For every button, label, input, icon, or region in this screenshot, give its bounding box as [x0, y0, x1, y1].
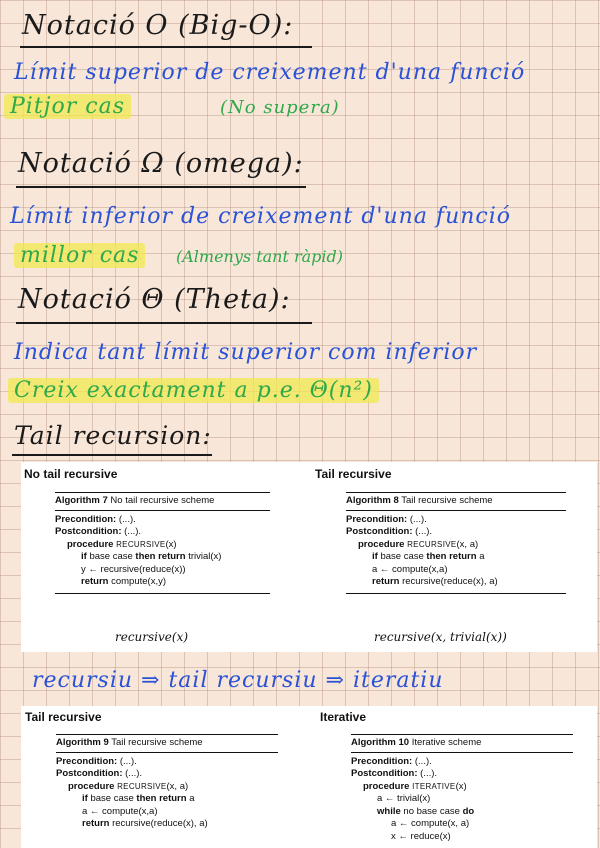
- algorithm-7-line-return: return compute(x,y): [81, 576, 166, 587]
- algorithm-10-line-while: while no base case do: [377, 805, 475, 817]
- algorithm-10-line-init: a ← trivial(x): [377, 793, 431, 804]
- figure1-right-title: Tail recursive: [315, 467, 392, 481]
- algorithm-8: [346, 492, 566, 594]
- algorithm-7-precondition: Precondition: (...).: [55, 513, 136, 525]
- figure1-left-title: No tail recursive: [24, 467, 118, 481]
- algorithm-7-line-assign: y ← recursive(reduce(x)): [81, 563, 186, 575]
- algorithm-9-line-if: if base case then return a: [82, 793, 195, 804]
- figure2-left-title: Tail recursive: [25, 710, 102, 724]
- big-o-note: (No supera): [220, 97, 340, 118]
- algorithm-10-postcondition: Postcondition: (...).: [351, 768, 438, 779]
- algorithm-9-line-return: return recursive(reduce(x), a): [82, 818, 208, 829]
- algorithm-9: [56, 734, 278, 835]
- omega-heading: Notació Ω (omega):: [18, 148, 304, 179]
- algorithm-7-line-if: if base case then return trivial(x): [81, 551, 222, 562]
- algorithm-10: [351, 734, 573, 847]
- algorithm-9-line-assign: a ← compute(x,a): [82, 805, 158, 817]
- algorithm-10-caption: Algorithm 10 Iterative scheme: [351, 735, 573, 753]
- algorithm-7: [55, 492, 270, 594]
- algorithm-9-caption: Algorithm 9 Tail recursive scheme: [56, 735, 278, 753]
- big-o-definition: Límit superior de creixement d'una funció: [14, 60, 526, 85]
- figure1-left-formula: recursive(x): [115, 630, 189, 644]
- recursion-chain-note: recursiu ⇒ tail recursiu ⇒ iteratiu: [32, 668, 444, 693]
- figure2-card: [21, 706, 597, 848]
- theta-example: Creix exactament a p.e. Θ(n²): [8, 378, 379, 403]
- algorithm-8-caption: Algorithm 8 Tail recursive scheme: [346, 493, 566, 511]
- algorithm-10-line-reduce: x ← reduce(x): [391, 830, 451, 842]
- algorithm-8-line-assign: a ← compute(x,a): [372, 563, 448, 575]
- omega-note: (Almenys tant ràpid): [176, 247, 344, 266]
- omega-case: millor cas: [14, 243, 145, 268]
- algorithm-7-procedure: procedure RECURSIVE(x): [67, 538, 177, 550]
- figure2-right-title: Iterative: [320, 710, 367, 724]
- tail-recursion-underline: [12, 454, 212, 456]
- theta-underline: [16, 322, 312, 324]
- algorithm-10-procedure: procedure ITERATIVE(x): [363, 780, 467, 792]
- algorithm-8-precondition: Precondition: (...).: [346, 513, 427, 525]
- theta-heading: Notació Θ (Theta):: [18, 284, 291, 315]
- big-o-underline: [20, 46, 312, 48]
- big-o-heading: Notació O (Big-O):: [22, 10, 294, 41]
- algorithm-9-postcondition: Postcondition: (...).: [56, 768, 143, 779]
- algorithm-9-precondition: Precondition: (...).: [56, 755, 137, 767]
- algorithm-8-line-if: if base case then return a: [372, 551, 485, 562]
- omega-underline: [16, 186, 306, 188]
- algorithm-8-postcondition: Postcondition: (...).: [346, 526, 433, 537]
- tail-recursion-heading: Tail recursion:: [14, 421, 212, 450]
- figure1-right-formula: recursive(x, trivial(x)): [374, 630, 507, 644]
- algorithm-10-precondition: Precondition: (...).: [351, 755, 432, 767]
- algorithm-7-caption: Algorithm 7 No tail recursive scheme: [55, 493, 270, 511]
- algorithm-8-procedure: procedure RECURSIVE(x, a): [358, 538, 479, 550]
- algorithm-10-line-compute: a ← compute(x, a): [391, 818, 470, 829]
- algorithm-8-line-return: return recursive(reduce(x), a): [372, 576, 498, 587]
- theta-definition: Indica tant límit superior com inferior: [14, 340, 478, 365]
- figure1-card: [21, 462, 597, 652]
- algorithm-7-postcondition: Postcondition: (...).: [55, 526, 142, 537]
- algorithm-9-procedure: procedure RECURSIVE(x, a): [68, 780, 189, 792]
- big-o-case: Pitjor cas: [4, 94, 131, 119]
- omega-definition: Límit inferior de creixement d'una funció: [10, 204, 512, 229]
